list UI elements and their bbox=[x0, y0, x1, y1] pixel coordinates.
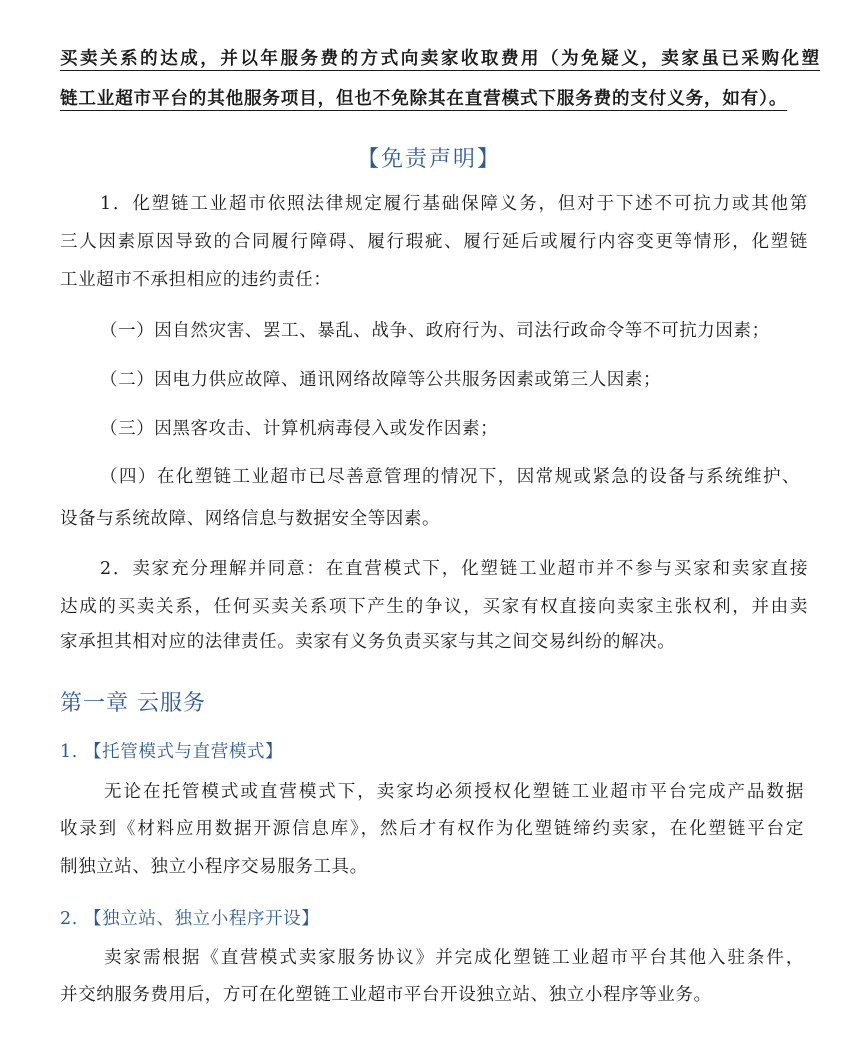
disclaimer-p2-line-3: 家承担其相对应的法律责任。卖家有义务负责买家与其之间交易纠纷的解决。 bbox=[60, 632, 676, 652]
disclaimer-title: 【免责声明】 bbox=[356, 147, 501, 172]
disclaimer-item-2: （二）因电力供应故障、通讯网络故障等公共服务因素或第三人因素； bbox=[100, 370, 662, 390]
section-1-line-3: 制独立站、独立小程序交易服务工具。 bbox=[60, 857, 368, 877]
intro-line-1: 买卖关系的达成，并以年服务费的方式向卖家收取费用（为免疑义，卖家虽已采购化塑 bbox=[60, 49, 820, 69]
disclaimer-p1-line-1: 1．化塑链工业超市依照法律规定履行基础保障义务，但对于下述不可抗力或其他第 bbox=[100, 194, 808, 214]
section-2-line-1: 卖家需根据《直营模式卖家服务协议》并完成化塑链工业超市平台其他入驻条件， bbox=[104, 948, 804, 968]
disclaimer-item-3: （三）因黑客攻击、计算机病毒侵入或发作因素； bbox=[100, 419, 499, 439]
disclaimer-p1-line-3: 工业超市不承担相应的违约责任： bbox=[60, 270, 332, 290]
chapter-1-title: 第一章 云服务 bbox=[60, 691, 206, 716]
disclaimer-item-1: （一）因自然灾害、罢工、暴乱、战争、政府行为、司法行政命令等不可抗力因素； bbox=[100, 321, 770, 341]
section-2-line-2: 并交纳服务费用后，方可在化塑链工业超市平台开设独立站、独立小程序等业务。 bbox=[60, 985, 712, 1005]
section-1-title: 1. 【托管模式与直营模式】 bbox=[60, 742, 284, 762]
section-2-title: 2. 【独立站、独立小程序开设】 bbox=[60, 909, 320, 929]
disclaimer-item-4-line-2: 设备与系统故障、网络信息与数据安全等因素。 bbox=[60, 509, 441, 529]
section-1-line-1: 无论在托管模式或直营模式下，卖家均必须授权化塑链工业超市平台完成产品数据 bbox=[104, 782, 804, 802]
disclaimer-p2-line-1: 2．卖家充分理解并同意：在直营模式下，化塑链工业超市并不参与买家和卖家直接 bbox=[100, 559, 808, 579]
disclaimer-item-4-line-1: （四）在化塑链工业超市已尽善意管理的情况下，因常规或紧急的设备与系统维护、 bbox=[100, 467, 800, 487]
intro-line-2: 链工业超市平台的其他服务项目，但也不免除其在直营模式下服务费的支付义务，如有）。 bbox=[60, 89, 788, 109]
section-1-line-2: 收录到《材料应用数据开源信息库》，然后才有权作为化塑链缔约卖家，在化塑链平台定 bbox=[60, 819, 804, 839]
disclaimer-p2-line-2: 达成的买卖关系，任何买卖关系项下产生的争议，买家有权直接向卖家主张权利，并由卖 bbox=[60, 597, 808, 617]
disclaimer-p1-line-2: 三人因素原因导致的合同履行障碍、履行瑕疵、履行延后或履行内容变更等情形，化塑链 bbox=[60, 232, 808, 252]
